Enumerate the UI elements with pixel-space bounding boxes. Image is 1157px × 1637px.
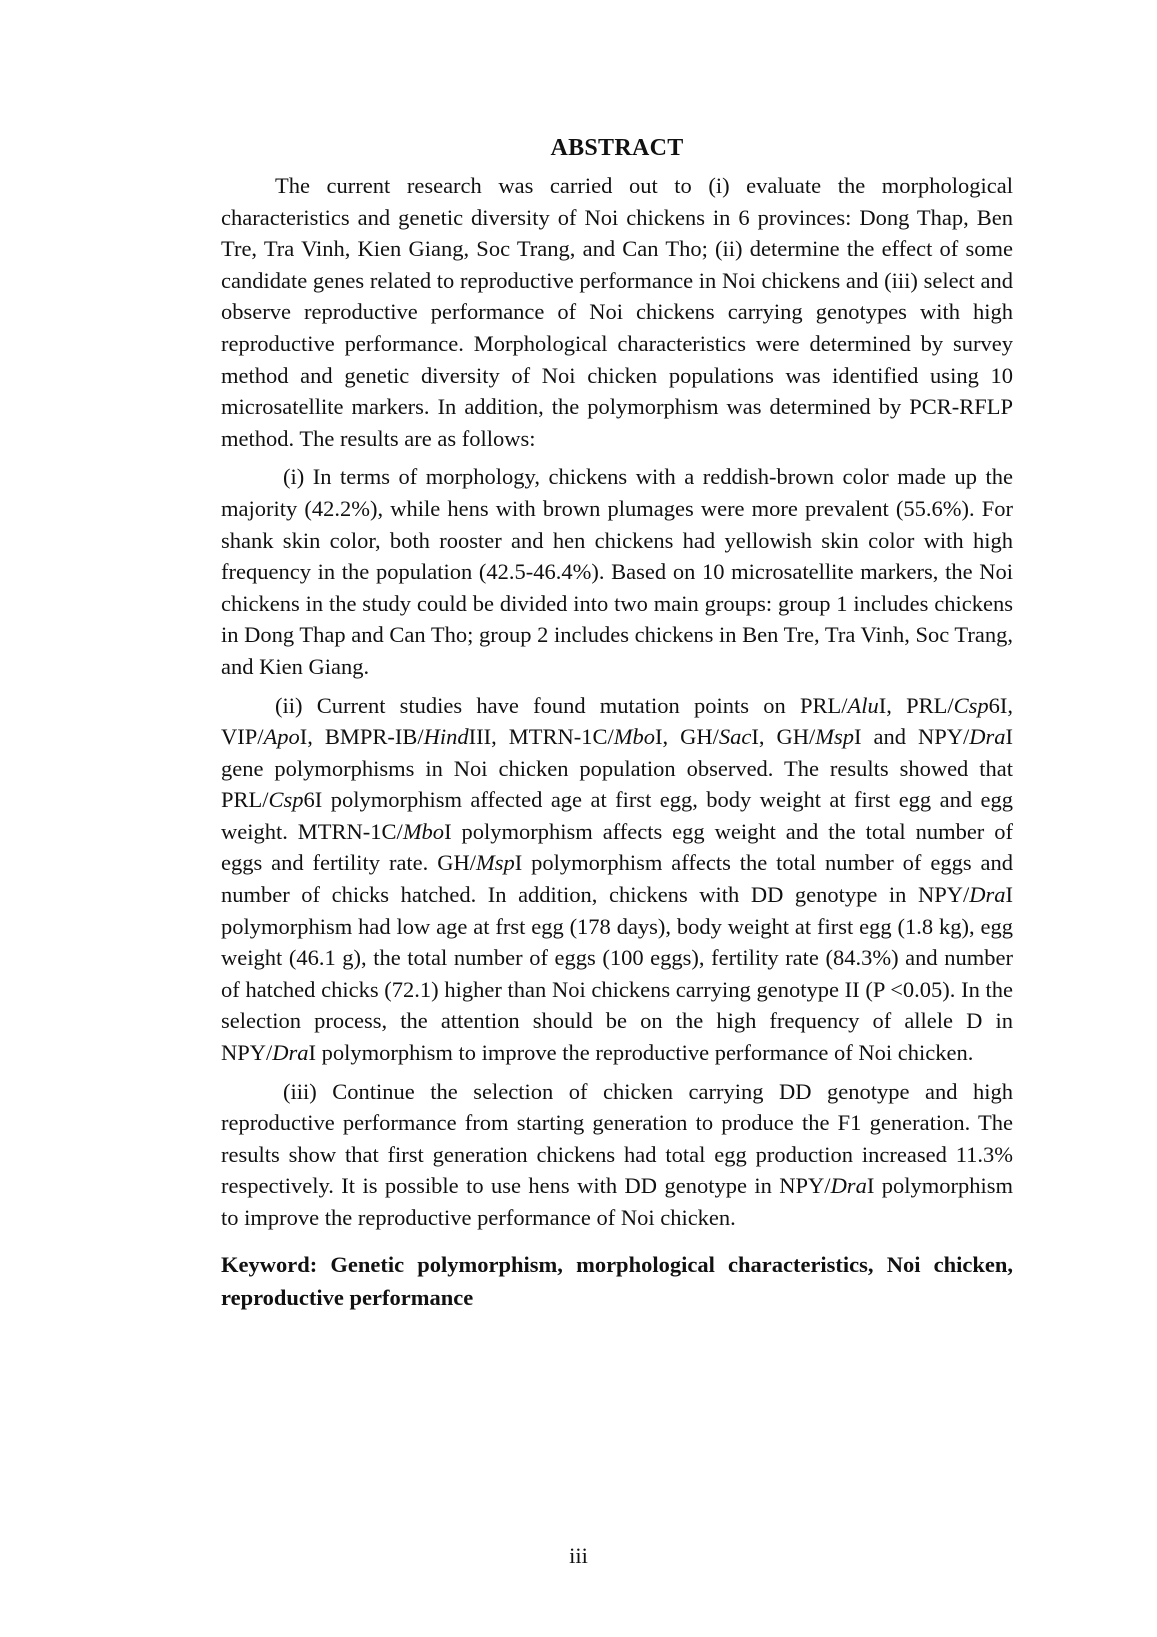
text-segment: I, GH/ [655, 724, 719, 750]
text-segment: The current research was carried out to (i) evaluate the morphological characteristics and genetic diversity of Noi chickens in 6 provinces: Dong Thap, Ben Tre, Tra Vinh, Kien Giang, Soc Trang, and Can Tho; (ii) determine the effect of some candidate genes related to reproductive performance in Noi chickens and (iii) select and observe reproductive performance of Noi chickens carrying genotypes with high reproductive performance. Morphological characteristics were determined by survey method and genetic diversity of Noi chicken populations was identified using 10 microsatellite markers. In addition, the polymorphism was determined by PCR-RFLP method. The results are as follows: [221, 173, 1013, 451]
enzyme-name: Dra [969, 724, 1006, 750]
enzyme-name: Msp [475, 850, 515, 876]
enzyme-name: Csp [268, 787, 304, 813]
text-segment: I gene polymorphisms in Noi chicken population observed. The results showed that PRL/ [221, 724, 1013, 813]
text-segment: 6I polymorphism affected age at first egg, body weight at first egg and egg weight. MTRN-1C/ [221, 787, 1013, 844]
text-segment: I and NPY/ [853, 724, 970, 750]
enzyme-name: Msp [815, 724, 854, 750]
text-segment: I polymorphism affects egg weight and the total number of eggs and fertility rate. GH/ [221, 818, 1013, 876]
enzyme-name: Mbo [402, 818, 445, 844]
abstract-paragraph-polymorphism [221, 690, 1013, 1069]
enzyme-name: Dra [272, 1040, 309, 1066]
abstract-paragraph-intro [221, 170, 1013, 454]
abstract-paragraph-morphology [221, 461, 1013, 682]
enzyme-name: Dra [830, 1173, 867, 1199]
abstract-title: ABSTRACT [550, 135, 684, 161]
text-segment: I, BMPR-IB/ [299, 724, 424, 750]
text-segment: 6I, VIP/ [221, 692, 1013, 750]
text-segment: (i) In terms of morphology, chickens with a reddish-brown color made up the majority (42.2%), while hens with brown plumages were more prevalent (55.6%). For shank skin color, both rooster and hen chickens had yellowish skin color with high frequency in the population (42.5-46.4%). Based on 10 microsatellite markers, the Noi chickens in the study could be divided into two main groups: group 1 includes chickens in Dong Thap and Can Tho; group 2 includes chickens in Ben Tre, Tra Vinh, Soc Trang, and Kien Giang. [221, 464, 1013, 679]
text-segment: I polymorphism to improve the reproductive performance of Noi chicken. [308, 1040, 974, 1066]
enzyme-name: Csp [953, 692, 989, 718]
text-segment: I, GH/ [751, 724, 816, 750]
abstract-section [221, 132, 1013, 1314]
page-number: iii [569, 1543, 588, 1568]
text-segment: I polymorphism to improve the reproductive performance of Noi chicken. [221, 1173, 1014, 1230]
enzyme-name: Dra [969, 882, 1006, 908]
enzyme-name: Sac [718, 724, 752, 750]
text-segment: I, PRL/ [878, 692, 954, 718]
enzyme-name: Alu [847, 692, 879, 718]
text-segment: I polymorphism affects the total number of eggs and number of chicks hatched. In addition, chickens with DD genotype in NPY/ [221, 850, 1013, 908]
abstract-paragraph-selection [221, 1076, 1013, 1234]
text-segment: (ii) Current studies have found mutation points on PRL/ [275, 692, 848, 718]
enzyme-name: Hind [423, 724, 469, 750]
text-segment: III, MTRN-1C/ [468, 724, 614, 750]
enzyme-name: Apo [263, 724, 300, 750]
keywords-line: Keyword: Genetic polymorphism, morphological characteristics, Noi chicken, reproductive performance [221, 1251, 1013, 1310]
enzyme-name: Mbo [613, 724, 656, 750]
text-segment: I polymorphism had low age at frst egg (178 days), body weight at first egg (1.8 kg), egg weight (46.1 g), the total number of eggs (100 eggs), fertility rate (84.3%) and number of hatched chicks (72.1) higher than Noi chickens carrying genotype II (P <0.05). In the selection process, the attention should be on the high frequency of allele D in NPY/ [221, 882, 1013, 1066]
text-segment: (iii) Continue the selection of chicken carrying DD genotype and high reproductive performance from starting generation to produce the F1 generation. The results show that first generation chickens had total egg production increased 11.3% respectively. It is possible to use hens with DD genotype in NPY/ [221, 1078, 1013, 1199]
